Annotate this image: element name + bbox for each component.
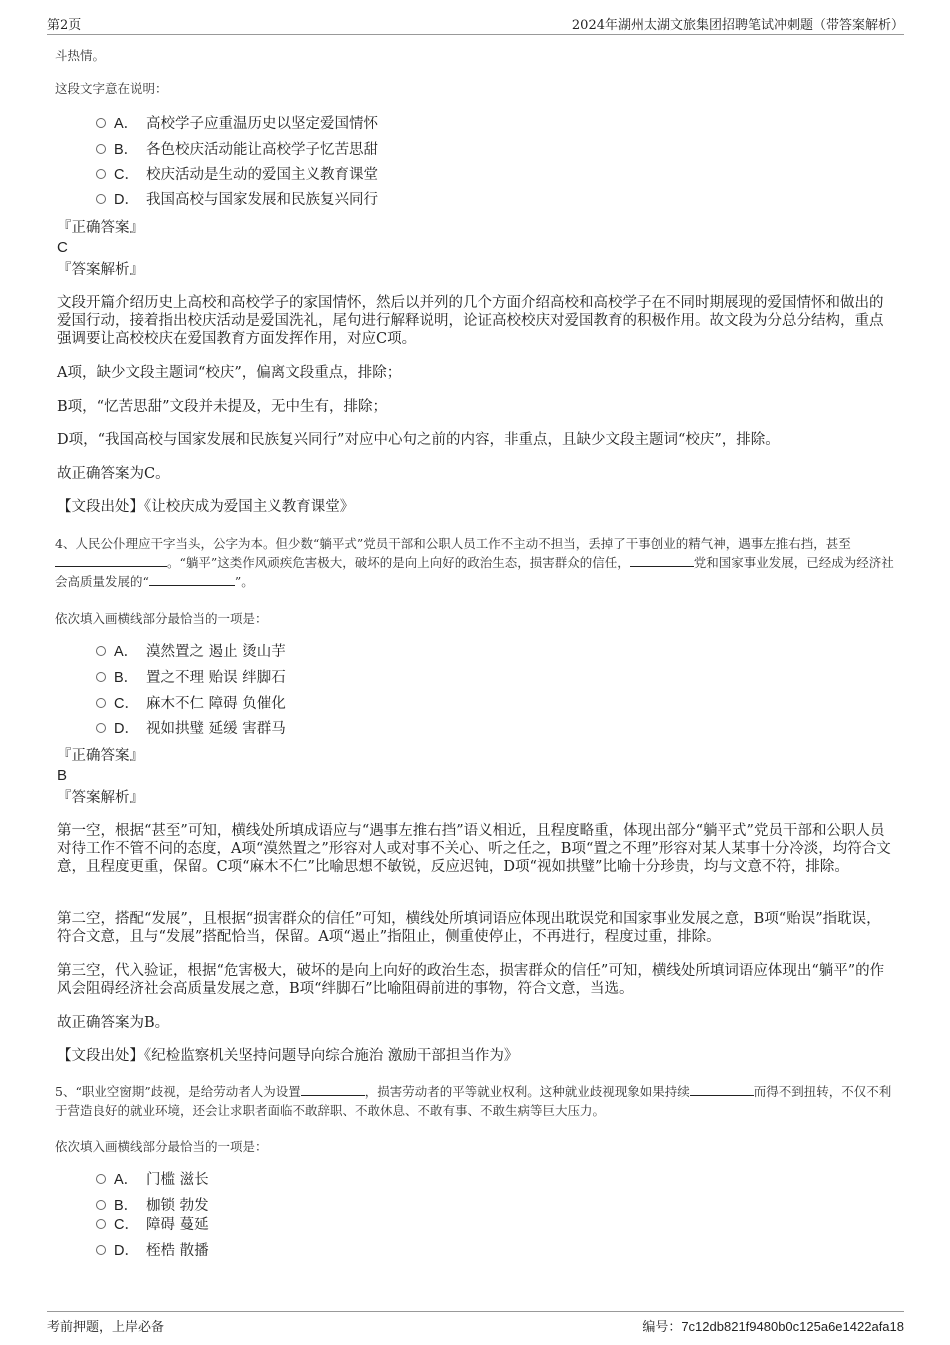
q4-option-c[interactable]: C． 麻木不仁 障碍 负催化 bbox=[96, 694, 286, 714]
page-header bbox=[47, 12, 904, 35]
q5-option-b[interactable]: B． 枷锁 勃发 bbox=[96, 1196, 209, 1216]
q3-option-b[interactable]: B． 各色校庆活动能让高校学子忆苦思甜 bbox=[96, 140, 378, 160]
q4-option-d[interactable]: D． 视如拱璧 延缓 害群马 bbox=[96, 719, 286, 739]
q4-prompt: 依次填入画横线部分最恰当的一项是： bbox=[55, 611, 268, 626]
q3-prompt: 这段文字意在说明： bbox=[55, 81, 168, 96]
q4-source: 【文段出处】《纪检监察机关坚持问题导向综合施治 激励干部担当作为》 bbox=[57, 1048, 519, 1064]
q3-option-c[interactable]: C． 校庆活动是生动的爱国主义教育课堂 bbox=[96, 165, 378, 185]
q3-source: 【文段出处】《让校庆成为爱国主义教育课堂》 bbox=[57, 499, 355, 515]
radio-icon[interactable] bbox=[96, 698, 106, 708]
q3-analysis-paragraph: 文段开篇介绍历史上高校和高校学子的家国情怀，然后以并列的几个方面介绍高校和高校学子在不同时期展现的爱国情怀和做出的爱国行动，接着指出校庆活动是爱国洗礼，尾句进行解释说明，论证高校校庆对爱国教育的积极作用。故文段为分总分结构，重点强调要让高校校庆在爱国教育方面发挥作用，对应C项。 bbox=[57, 295, 884, 347]
answer-blank bbox=[55, 554, 167, 567]
q4-stem: 4、人民公仆理应干字当头，公字为本。但少数“躺平式”党员干部和公职人员工作不主动不担当，丢掉了干事创业的精气神，遇事左推右挡，甚至。“躺平”这类作风顽疾危害极大，破坏的是向上向好的政治生态，损害群众的信任， 党和国家事业发展，已经成为经济社会高质量发展的“ ”。 bbox=[55, 536, 894, 589]
radio-icon[interactable] bbox=[96, 723, 106, 733]
q3-analysis-paragraph: A项，缺少文段主题词“校庆”，偏离文段重点，排除； bbox=[57, 365, 402, 381]
q3-answer-label: 『正确答案』 bbox=[57, 220, 144, 236]
q5-stem: 5、“职业空窗期”歧视，是给劳动者人为设置 ，损害劳动者的平等就业权利。这种就业歧视现象如果持续 而得不到扭转，不仅不利于营造良好的就业环境，还会让求职者面临不敢辞职、不敢休息、不敢有事、不敢生病等巨大压力。 bbox=[55, 1084, 892, 1118]
answer-blank bbox=[690, 1083, 754, 1096]
q5-prompt: 依次填入画横线部分最恰当的一项是： bbox=[55, 1139, 268, 1154]
page-footer bbox=[47, 1311, 904, 1336]
q3-analysis-paragraph: 故正确答案为C。 bbox=[57, 466, 170, 482]
q4-analysis-paragraph: 第二空，搭配“发展”，且根据“损害群众的信任”可知，横线处所填词语应体现出耽误党和国家事业发展之意，B项“贻误”指耽误，符合文意，且与“发展”搭配恰当，保留。A项“遏止”指阻止，侧重使停止，不再进行，程度过重，排除。 bbox=[57, 911, 881, 945]
q3-option-d[interactable]: D． 我国高校与国家发展和民族复兴同行 bbox=[96, 190, 378, 210]
answer-blank bbox=[630, 554, 694, 567]
radio-icon[interactable] bbox=[96, 169, 106, 179]
q3-answer: C bbox=[57, 239, 68, 256]
q4-analysis-paragraph: 第三空，代入验证，根据“危害极大，破坏的是向上向好的政治生态，损害群众的信任”可知，横线处所填词语应体现出“躺平”的作风会阻碍经济社会高质量发展之意，B项“绊脚石”比喻阻碍前进的事物，符合文意，当选。 bbox=[57, 963, 885, 997]
q4-option-b[interactable]: B． 置之不理 贻误 绊脚石 bbox=[96, 668, 286, 688]
radio-icon[interactable] bbox=[96, 194, 106, 204]
document-title: 2024年湖州太湖文旅集团招聘笔试冲刺题（带答案解析） bbox=[571, 18, 904, 33]
q3-analysis-paragraph: B项，“忆苦思甜”文段并未提及，无中生有，排除； bbox=[57, 399, 387, 415]
radio-icon[interactable] bbox=[96, 646, 106, 656]
q3-analysis-label: 『答案解析』 bbox=[57, 262, 144, 278]
radio-icon[interactable] bbox=[96, 672, 106, 682]
q4-analysis-paragraph: 故正确答案为B。 bbox=[57, 1015, 170, 1031]
radio-icon[interactable] bbox=[96, 118, 106, 128]
q3-tail: 斗热情。 bbox=[55, 48, 106, 63]
q4-analysis-paragraph: 第一空，根据“甚至”可知，横线处所填成语应与“遇事左推右挡”语义相近，且程度略重，体现出部分“躺平式”党员干部和公职人员对待工作不管不问的态度，A项“漠然置之”形容对人或对事不关心、听之任之，B项“置之不理”形容对某人某事十分冷淡，均符合文意，且程度更重，保留。C项“麻木不仁”比喻思想不敏锐，反应迟钝，D项“视如拱璧”比喻十分珍贵，均与文意不符，排除。 bbox=[57, 823, 891, 875]
answer-blank bbox=[301, 1083, 365, 1096]
radio-icon[interactable] bbox=[96, 1245, 106, 1255]
q5-option-c[interactable]: C． 障碍 蔓延 bbox=[96, 1215, 209, 1235]
document-code: 编号：7c12db821f9480b0c125a6e1422afa18 bbox=[642, 1319, 904, 1335]
q4-analysis-label: 『答案解析』 bbox=[57, 790, 144, 806]
page-number: 第2页 bbox=[47, 18, 82, 33]
radio-icon[interactable] bbox=[96, 1200, 106, 1210]
q4-answer-label: 『正确答案』 bbox=[57, 748, 144, 764]
q3-option-a[interactable]: A． 高校学子应重温历史以坚定爱国情怀 bbox=[96, 114, 378, 134]
q4-answer: B bbox=[57, 767, 68, 784]
radio-icon[interactable] bbox=[96, 1174, 106, 1184]
footer-slogan: 考前押题，上岸必备 bbox=[47, 1320, 165, 1335]
answer-blank bbox=[149, 573, 235, 586]
q3-analysis-paragraph: D项，“我国高校与国家发展和民族复兴同行”对应中心句之前的内容，非重点，且缺少文段主题词“校庆”，排除。 bbox=[57, 432, 780, 448]
radio-icon[interactable] bbox=[96, 144, 106, 154]
q5-option-d[interactable]: D． 桎梏 散播 bbox=[96, 1241, 209, 1261]
radio-icon[interactable] bbox=[96, 1219, 106, 1229]
q5-option-a[interactable]: A． 门槛 滋长 bbox=[96, 1170, 209, 1190]
q4-option-a[interactable]: A． 漠然置之 遏止 烫山芋 bbox=[96, 642, 286, 662]
